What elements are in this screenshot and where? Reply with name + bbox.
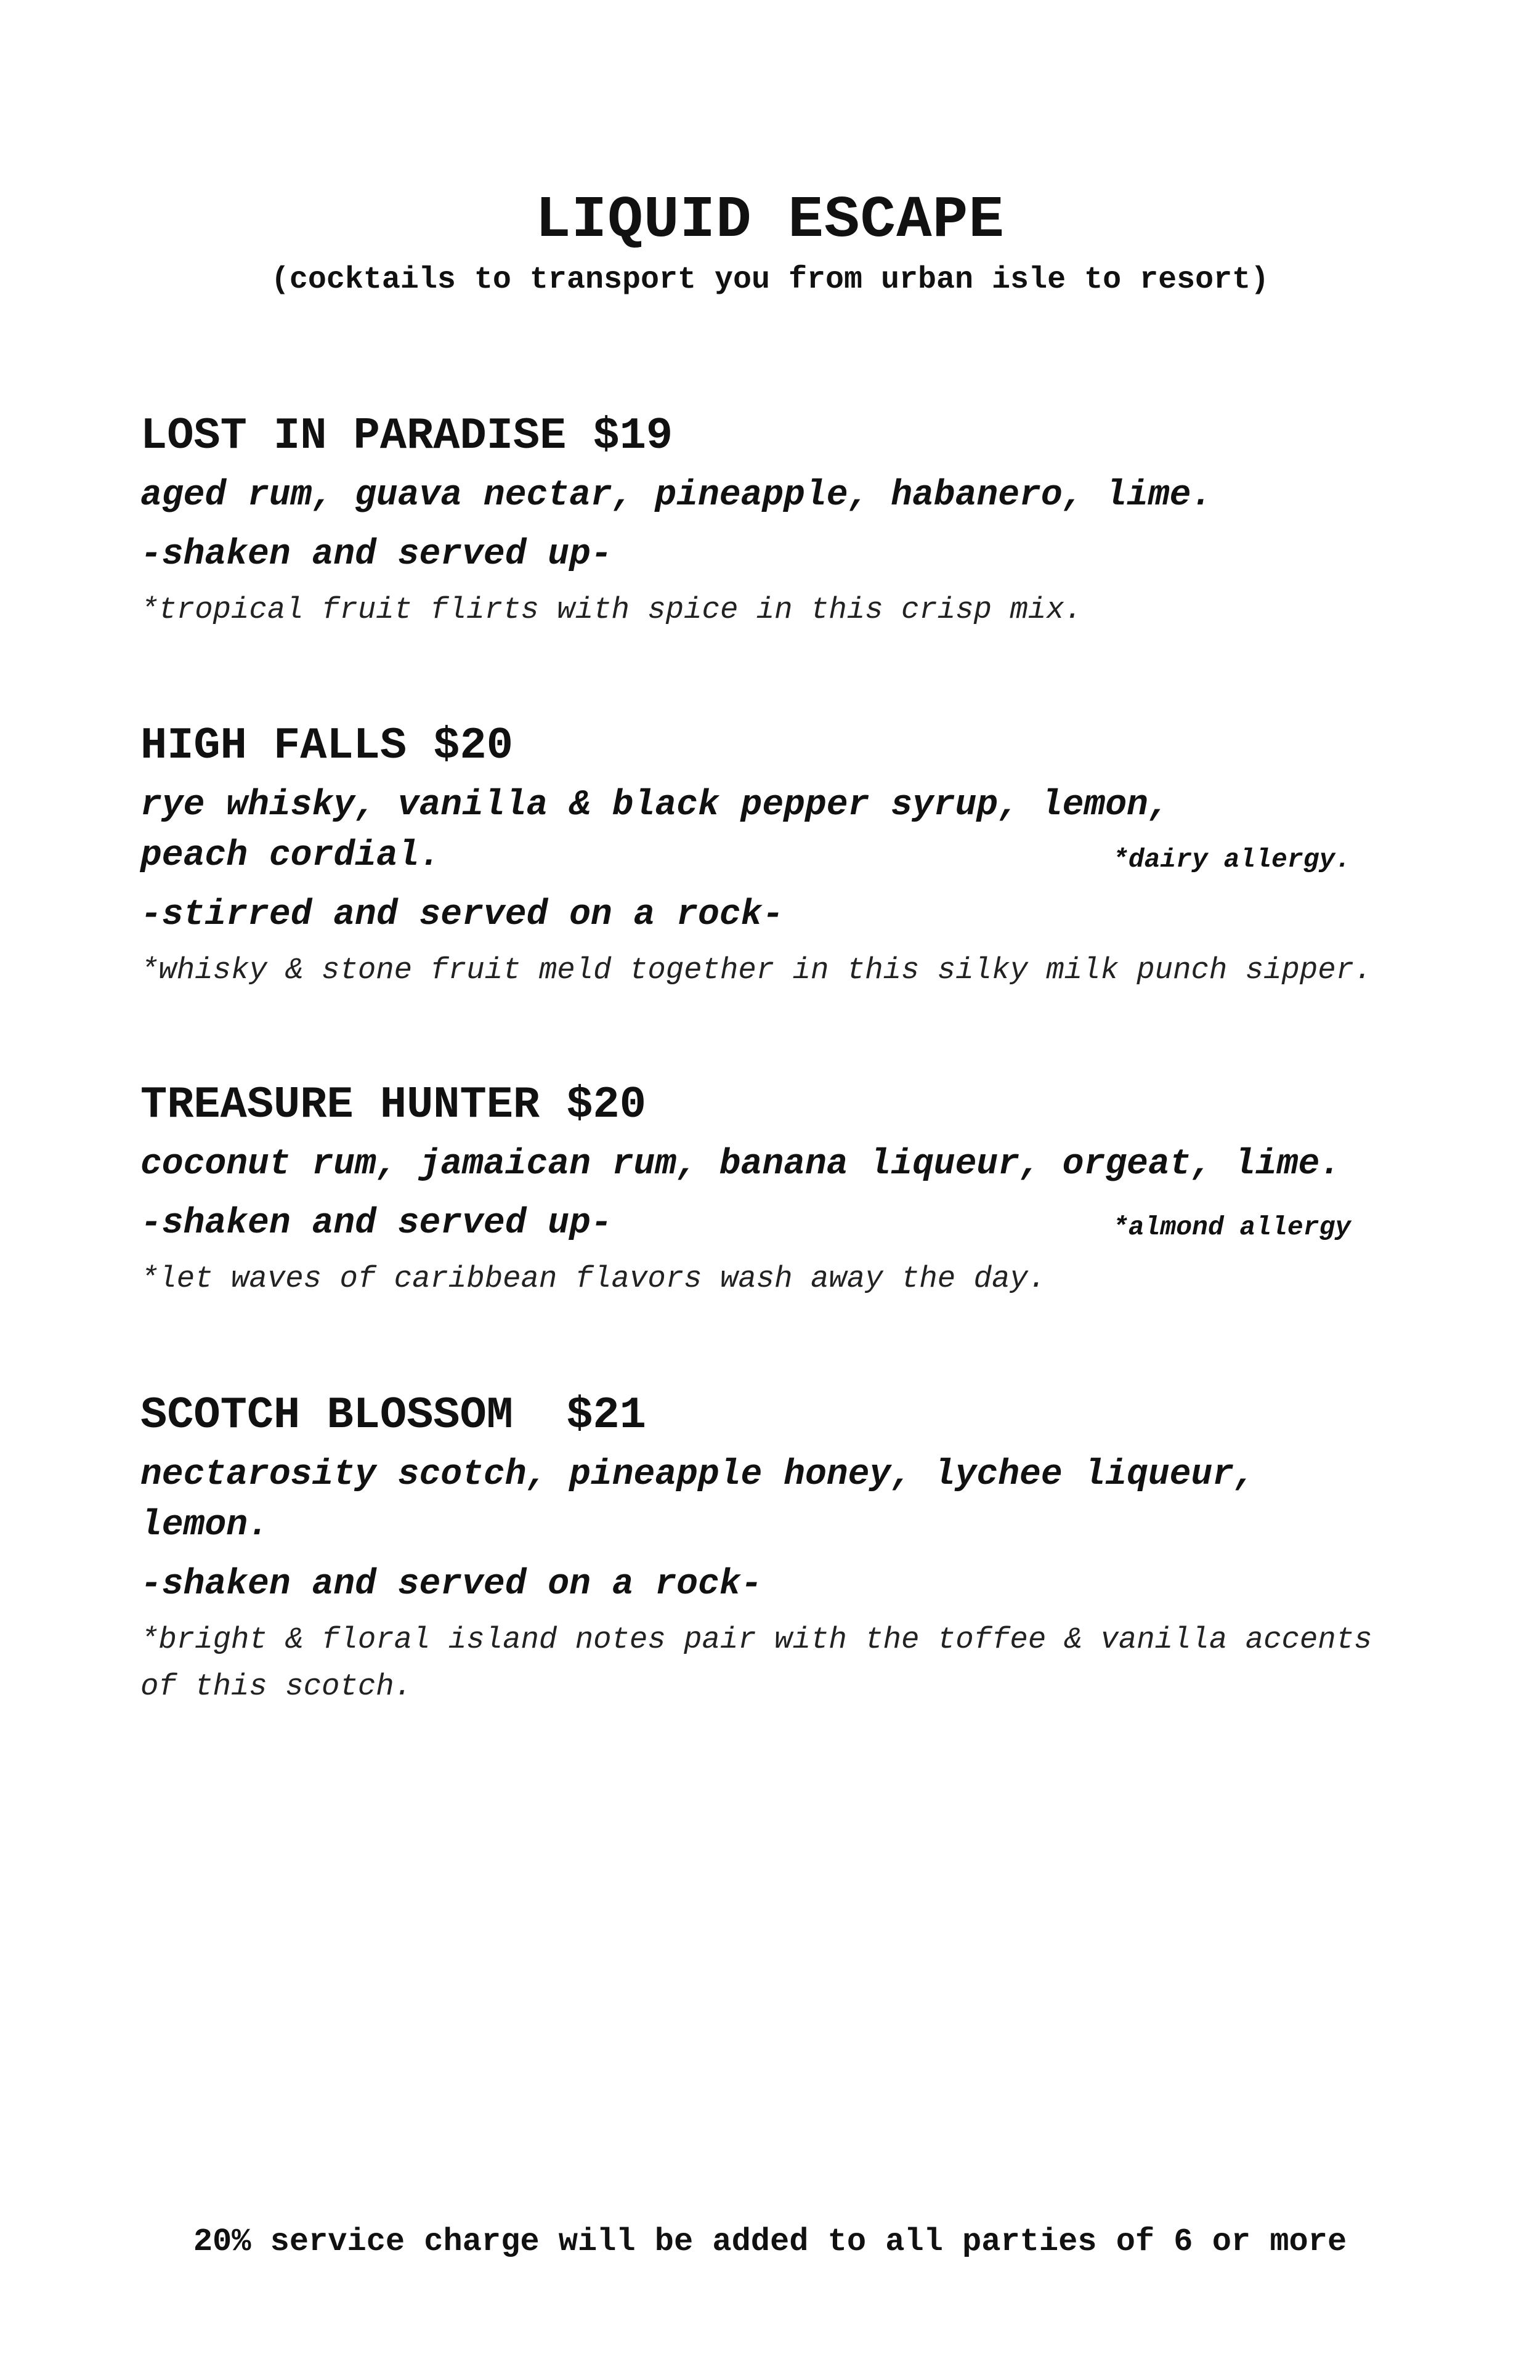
ingredients-line: nectarosity scotch, pineapple honey, lychee liqueur, — [140, 1455, 1255, 1495]
ingredients-line: lemon. — [140, 1505, 269, 1545]
cocktail-note: *whisky & stone fruit meld together in this silky milk punch sipper. — [140, 953, 1372, 987]
allergy-note: *almond allergy — [1112, 1212, 1352, 1242]
cocktail-treasure-hunter — [140, 1080, 1465, 1302]
menu-subtitle: (cocktails to transport you from urban isle to resort) — [270, 262, 1270, 298]
cocktail-method: -stirred and served on a rock- — [140, 895, 784, 935]
ingredients-line: peach cordial. — [140, 836, 441, 876]
cocktail-method: -shaken and served on a rock- — [140, 1564, 763, 1605]
cocktail-ingredients — [140, 471, 1465, 521]
cocktail-lost-in-paradise — [140, 411, 1465, 633]
menu-title: LIQUID ESCAPE — [535, 187, 1005, 254]
ingredients-line: aged rum, guava nectar, pineapple, habanero, lime. — [140, 476, 1213, 516]
cocktail-ingredients — [140, 1139, 1465, 1190]
cocktail-name-price: HIGH FALLS $20 — [140, 721, 513, 771]
service-charge-notice: 20% service charge will be added to all parties of 6 or more — [193, 2224, 1347, 2260]
cocktail-name-price: LOST IN PARADISE $19 — [140, 411, 673, 461]
cocktail-note — [140, 1616, 1465, 1710]
cocktail-note: *tropical fruit flirts with spice in this crisp mix. — [140, 593, 1083, 627]
ingredients-line: coconut rum, jamaican rum, banana liqueur, orgeat, lime. — [140, 1144, 1342, 1184]
note-line: of this scotch. — [140, 1669, 413, 1704]
cocktail-ingredients — [140, 1450, 1465, 1551]
cocktail-note: *let waves of caribbean flavors wash away the day. — [140, 1261, 1047, 1296]
allergy-note: *dairy allergy. — [1112, 844, 1352, 875]
note-line: *bright & floral island notes pair with the toffee & vanilla accents — [140, 1622, 1372, 1657]
cocktail-scotch-blossom — [140, 1390, 1465, 1710]
cocktail-method: -shaken and served up- — [140, 535, 612, 575]
cocktail-method — [140, 1199, 1465, 1249]
cocktail-high-falls — [140, 721, 1465, 994]
ingredients-line: rye whisky, vanilla & black pepper syrup, lemon, — [140, 785, 1170, 825]
cocktail-name-price: TREASURE HUNTER $20 — [140, 1080, 646, 1130]
cocktail-ingredients — [140, 780, 1465, 881]
method-text: -shaken and served up- — [140, 1204, 612, 1244]
cocktail-name-price: SCOTCH BLOSSOM $21 — [140, 1390, 646, 1441]
